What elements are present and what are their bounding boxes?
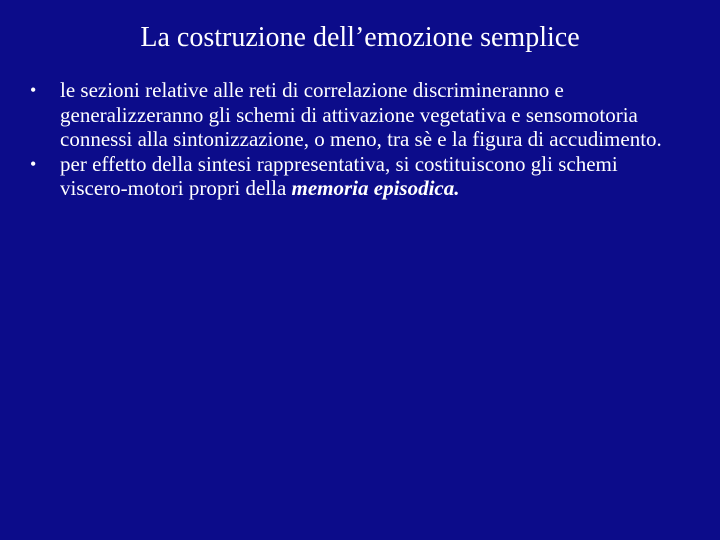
slide-title: La costruzione dell’emozione semplice (140, 22, 580, 53)
bullet-text: per effetto della sintesi rappresentativa, si costituiscono gli schemi viscero-motori propri della (60, 151, 618, 200)
bullet-icon: • (30, 153, 37, 174)
bullet-list (30, 78, 680, 201)
bullet-item (30, 78, 680, 152)
bullet-item (30, 152, 680, 201)
emphasized-text: memoria episodica. (291, 176, 460, 200)
bullet-text: le sezioni relative alle reti di correlazione discrimineranno e generalizzeranno gli schemi di attivazione vegetativa e sensomotoria connessi alla sintonizzazione, o meno, tra sè e la figura di accudimento. (60, 78, 662, 151)
bullet-icon: • (30, 80, 37, 100)
